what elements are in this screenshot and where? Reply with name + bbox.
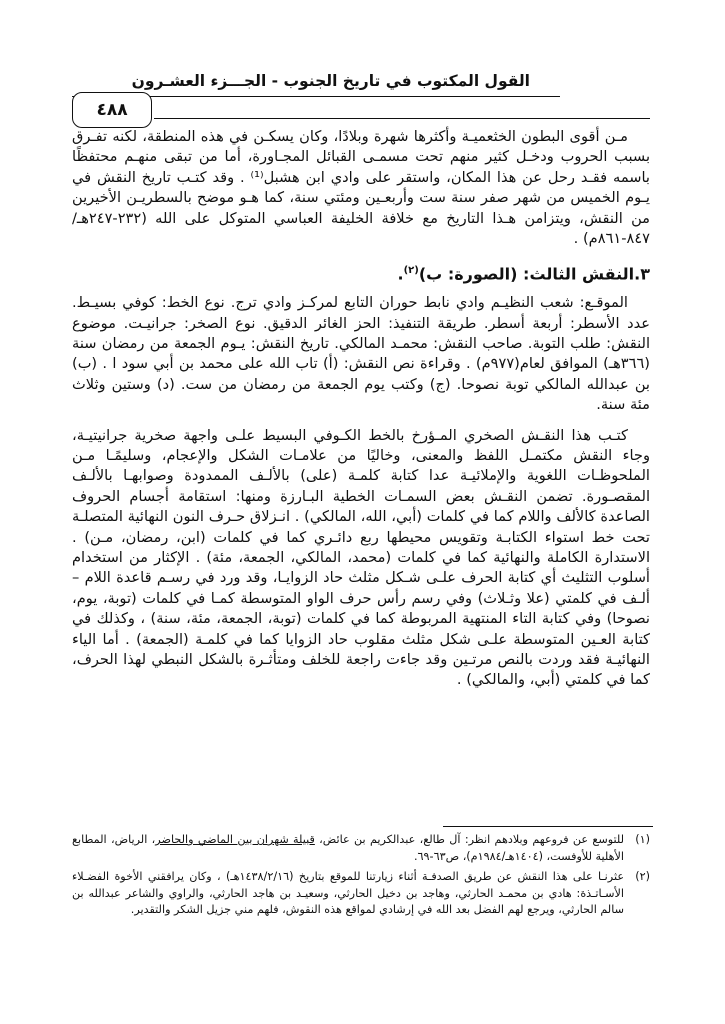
footnote-book-title: قبيلة شهران بين الماضي والحاضر [155, 833, 315, 846]
footnote-text: عثرنـا على هذا النقش عن طريق الصدفـة أثناء زيارتنا للموقع بتاريخ (١٤٣٨/٢/١٦هـ) ، وكان يرافقني الأخوة الفضـلاء الأسـاتـذة: هادي بن محمـد الحارثي، وهاجد بن دخيل الحارثي، وسعيـد بن هاجد الحارثي، والراوي والشاعر عبدالله بن سالم الحارثي، ويرجع لهم الفضل بعد الله في إرشادي لمواقع هذه النقوش، فلهم مني جزيل الشكر والتقدير. [72, 870, 625, 917]
page-header [72, 70, 650, 120]
page-number: ٤٨٨ [72, 92, 152, 128]
heading-footnote-ref: (٢) [403, 265, 419, 277]
footnote-text [72, 832, 624, 865]
inscription-details-paragraph: الموقـع: شعب النظيـم وادي نابط حوران التابع لمركـز وادي ترج. نوع الخط: كوفي بسيـط. عدد الأسطر: أربعة أسطر. طريقة التنفيذ: الحز الغائر الدقيق. نوع الصخر: جرانيـت. موضوع النقش: طلب التوبة. صاحب النقش: محمـد المالكي. تاريخ النقش: يـوم الجمعة من رمضان سنة (٣٦٦هـ) الموافق لعام(٩٧٧م) . وقراءة نص النقش: (أ) تاب الله على محمد بن أبي سود ا . (ب) بن عبدالله المالكي توبة نصوحا. (ج) وكتب يوم الجمعة من رمضان من ست. (د) وستين وثلاث مئة سنة. [72, 294, 650, 414]
footnote-item [72, 869, 650, 919]
analysis-paragraph: كتـب هذا النقـش الصخري المـؤرخ بالخط الكـوفي البسيط علـى واجهة صخرية جرانيتيـة، وجاء النقش مكتمـل اللفظ والمعنى، وخاليًا من علامـات الشكل والإعجام، وسليمًـا مـن الملحوظـات اللغوية والإملائيـة عدا كتابة كلمـة (على) بالألـف الممدودة وصوابهـا بالألـف المقصـورة. تضمن النقـش بعض السمـات الخطية البـارزة ومنها: استقامة أجسام الحروف الصاعدة كالألف واللام كما في كلمات (أبي، الله، المالكي) . انـزلاق حـرف النون النهائية المتصلـة تحت خط استواء الكتابـة وتقويس محيطها ربع دائـري كما في كلمات (ابن، رمضان، مـن) . الاستدارة الكاملة والنهائية كما في كلمات (محمد، المالكي، الجمعة، مئة) . الإكثار من استخدام أسلوب التثليث أي كتابة الحرف علـى شـكل مثلث حاد الزوايـا، وقد ورد في رسـم قاعدة اللام – ألـف في كلمتي (علا وثـلاث) وفي رسم رأس حرف الواو المتوسطة كمـا في كلمات (توبة، يوم، نصوحا) وفي كتابة التاء المنتهية المربوطة كما في كلمات (توبة، الجمعة، مئة، سنة) ، وكذلك في كتابة العـين المتوسطة علـى شكل مثلث مقلوب حاد الزوايا كما في كلمـة (الجمعة) . أما الياء النهائيـة فقد وردت بالنص مرتـين وقد جاءت راجعة للخلف ومتأثـرة بالشكل النبطي لهذا الحرف، كما في كلمتي (أبي، والمالكي) . [72, 426, 650, 689]
footnote-separator [443, 826, 653, 827]
running-header-title: القول المكتوب في تاريخ الجنوب - الجـــزء العشـرون [131, 72, 530, 90]
section-heading: ٣.النقش الثالث: (الصورة: ب)$^{(٢)}$. [397, 264, 650, 284]
footnote-text-part: للتوسع عن فروعهم وبلادهم انظر: آل طالع، عبدالكريم بن عائض، [314, 833, 625, 846]
footnote-item [72, 832, 650, 865]
footnotes [72, 832, 650, 923]
intro-paragraph: مـن أقوى البطون الخثعميـة وأكثرها شهرة وبلادًا، وكان يسكـن في هذه المنطقة، لكنه تفـرق بسبب الحروب ودخـل كثير منهم تحت مسمـى القبائل المجـاورة، أما من تبقى منهـم محتفظًا باسمه فقـد رحل عن هذا المكان، واستقر على وادي ابن هشبل⁽¹⁾ . وقد كتـب تاريخ النقش في يـوم الخميس من شهر صفر سنة ست وأربعـين ومئتي سنة، كما هـو موضح بالسطريـن الأخيرين من النقش، ويتزامن هـذا التاريخ مع خلافة الخليفة العباسي المتوكل على الله (٢٣٢-٢٤٧هـ/٨٤٧-٨٦١م) . [72, 128, 650, 248]
footnote-number: (٢) [635, 870, 650, 884]
footnote-text-part: ، الرياض، المطابع الأهلية للأوفست، (١٤٠٤هـ/١٩٨٤م)، ص٦٣-٦٩. [72, 833, 624, 863]
header-underline [154, 118, 650, 119]
main-text [72, 127, 650, 691]
footnote-number: (١) [635, 833, 650, 846]
section-heading-text: ٣.النقش الثالث: (الصورة: ب) [418, 264, 650, 284]
